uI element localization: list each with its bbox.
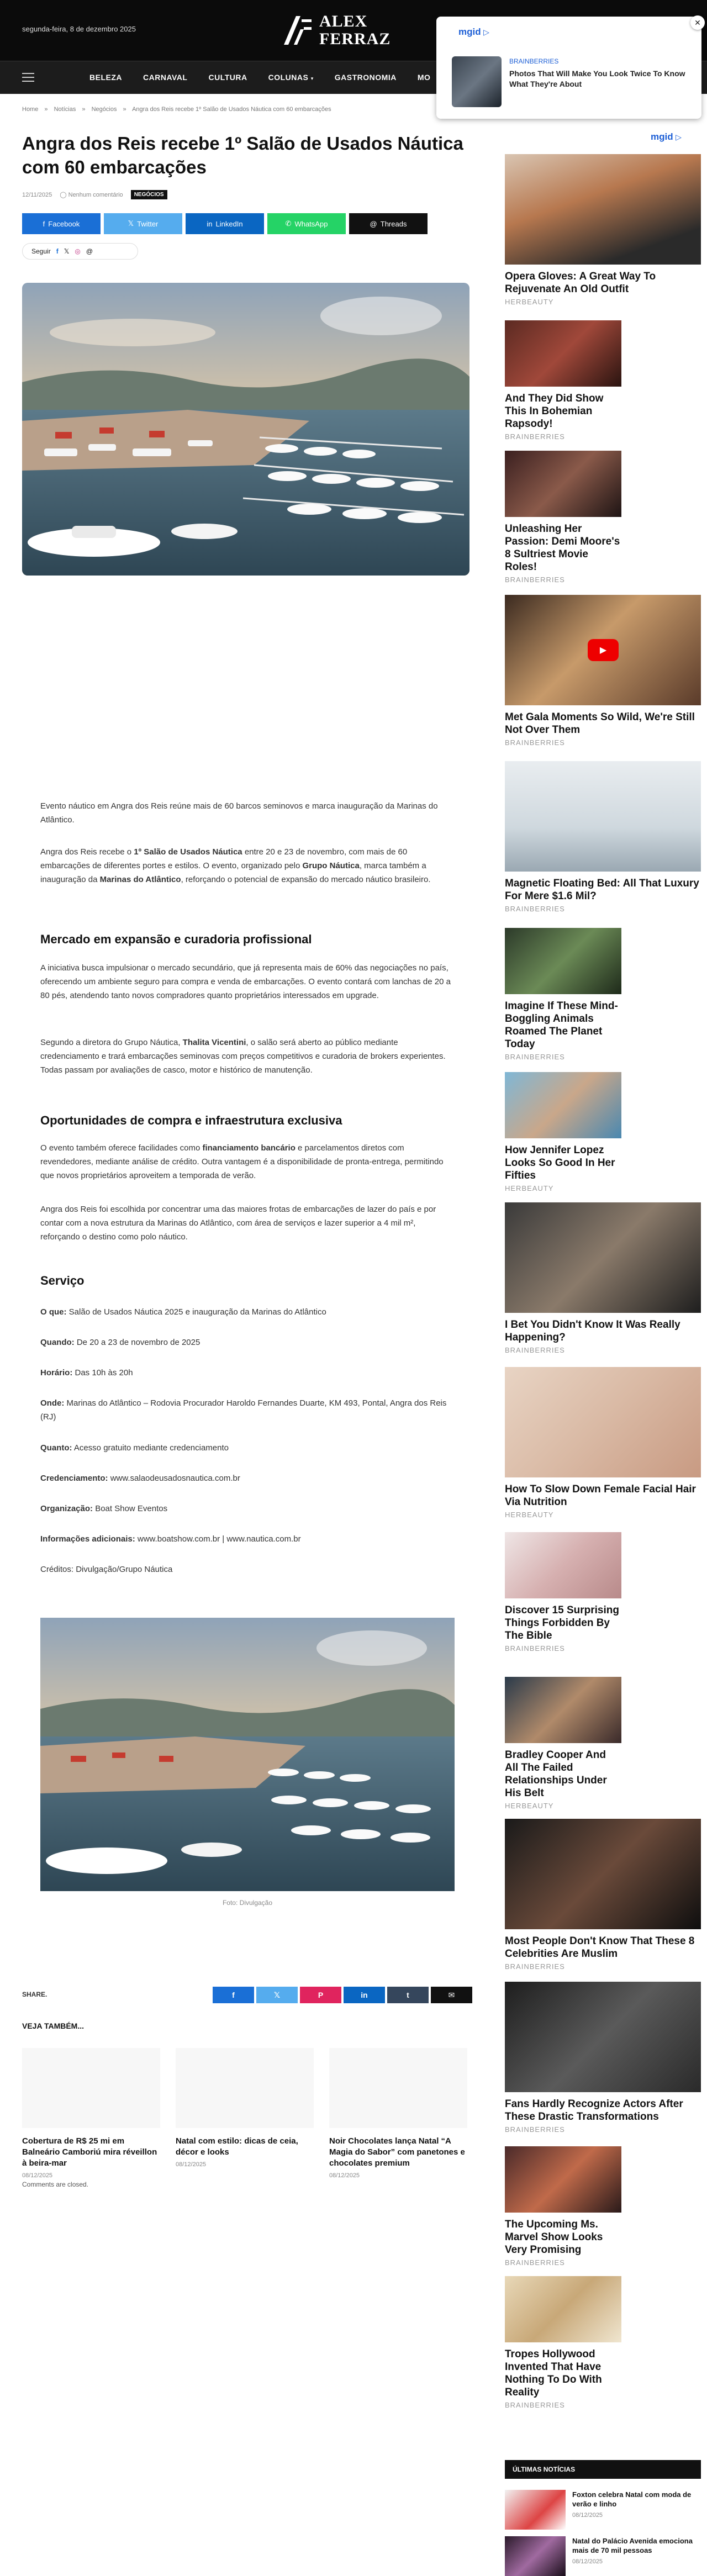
share-twitter-label: Twitter: [137, 219, 159, 228]
service-what: [40, 1305, 455, 1319]
article-comments-label: Nenhum comentário: [68, 192, 123, 198]
share-label: SHARE.: [22, 1991, 48, 1998]
threads-icon: @: [370, 219, 377, 228]
email-icon[interactable]: ✉: [431, 1987, 472, 2003]
sidebar-ad-14[interactable]: [505, 2146, 621, 2267]
sidebar-ad-image: [505, 1982, 701, 2092]
sidebar-ad-title[interactable]: Opera Gloves: A Great Way To Rejuvenate An Old Outfit: [505, 271, 656, 295]
related-card-3[interactable]: [329, 2048, 467, 2179]
share-whatsapp-label: WhatsApp: [294, 219, 328, 228]
sidebar-ad-image: [505, 2146, 621, 2213]
sidebar-ad-5[interactable]: [505, 761, 701, 913]
share-bar: [213, 1987, 472, 2003]
facebook-icon[interactable]: f: [56, 247, 59, 255]
mgid-arrow-icon: ▷: [676, 133, 682, 141]
chevron-right-icon: »: [82, 106, 86, 113]
linkedin-icon: in: [207, 219, 213, 228]
sidebar-ad-source: BRAINBERRIES: [505, 432, 565, 441]
sidebar-ad-image: [505, 1819, 701, 1929]
article-date: 12/11/2025: [22, 191, 52, 198]
article-meta: [22, 190, 167, 199]
sidebar-ad-source: BRAINBERRIES: [505, 1962, 565, 1971]
sidebar-ad-title[interactable]: Most People Don't Know That These 8 Celebrities Are Muslim: [505, 1935, 695, 1960]
text-run: Marinas do Atlântico – Rodovia Procurador Haroldo Fernandes Duarte, KM 493, Pontal, Angra dos Reis (RJ): [40, 1398, 447, 1422]
sidebar-ad-11[interactable]: [505, 1677, 621, 1810]
sidebar-ad-13[interactable]: [505, 1982, 701, 2134]
text-run: O evento também oferece facilidades como: [40, 1143, 203, 1153]
sidebar-ad-title[interactable]: Fans Hardly Recognize Actors After These Drastic Transformations: [505, 2098, 683, 2123]
instagram-icon[interactable]: ◎: [75, 247, 81, 255]
mgid-logo: mgid: [651, 131, 673, 142]
logo-line1: ALEX: [319, 12, 368, 30]
sidebar-ad-title[interactable]: Bradley Cooper And All The Failed Relationships Under His Belt: [505, 1749, 607, 1799]
related-card-1[interactable]: [22, 2048, 160, 2179]
breadcrumb-home[interactable]: Home: [22, 106, 39, 113]
text-run: De 20 a 23 de novembro de 2025: [74, 1338, 201, 1347]
article-comments[interactable]: [60, 191, 123, 198]
sidebar-ad-image: [505, 761, 701, 872]
nav-item-moda[interactable]: MO: [417, 73, 431, 82]
facebook-icon: f: [43, 219, 45, 228]
share-linkedin-label: LinkedIn: [215, 219, 243, 228]
text-run: Angra dos Reis recebe o: [40, 847, 134, 857]
latest-news-item[interactable]: [505, 2490, 701, 2530]
whatsapp-icon: ✆: [285, 219, 292, 228]
sidebar-ad-image: [505, 1367, 701, 1477]
sidebar-ad-image: [505, 2276, 621, 2342]
nav-item-colunas[interactable]: [268, 73, 314, 82]
sidebar-ad-title[interactable]: How To Slow Down Female Facial Hair Via Nutrition: [505, 1484, 696, 1508]
text-run: Segundo a diretora do Grupo Náutica,: [40, 1038, 183, 1047]
logo-line2: FERRAZ: [319, 30, 391, 48]
threads-icon[interactable]: @: [86, 247, 93, 255]
article-paragraph-3: [40, 1036, 455, 1077]
related-title[interactable]: Cobertura de R$ 25 mi em Balneário Camboriú mira réveillon à beira-mar: [22, 2136, 157, 2168]
related-thumbnail: [22, 2048, 160, 2128]
sidebar-ad-source: BRAINBERRIES: [505, 2125, 565, 2134]
sidebar-ad-4[interactable]: [505, 595, 701, 747]
service-price: [40, 1441, 455, 1455]
article-image: [40, 1618, 455, 1891]
sidebar-ad-10[interactable]: [505, 1532, 621, 1653]
ad-popup-source: BRAINBERRIES: [509, 57, 559, 65]
follow-box: [22, 243, 138, 260]
sidebar-ad-image: [505, 451, 621, 517]
linkedin-icon[interactable]: in: [344, 1987, 385, 2003]
text-run: , reforçando o potencial de expansão do mercado náutico brasileiro.: [181, 875, 431, 884]
text-run-bold: Grupo Náutica: [302, 861, 360, 870]
sidebar-ad-source: BRAINBERRIES: [505, 1346, 565, 1354]
nav-item-carnaval[interactable]: CARNAVAL: [143, 73, 188, 82]
share-threads-label: Threads: [380, 219, 407, 228]
ad-brand: [458, 27, 489, 38]
text-run-bold: Thalita Vicentini: [182, 1038, 246, 1047]
latest-news-date: 08/12/2025: [572, 2512, 603, 2519]
related-date: 08/12/2025: [176, 2161, 207, 2168]
share-whatsapp-button[interactable]: [267, 213, 346, 234]
related-date: 08/12/2025: [329, 2172, 360, 2179]
sidebar-ad-source: BRAINBERRIES: [505, 576, 565, 584]
sidebar-ad-image: [505, 1677, 621, 1743]
text-run: Acesso gratuito mediante credenciamento: [72, 1443, 229, 1453]
text-run: , o salão será aberto ao público mediante credenciamento e trará embarcações seminovas com preços competitivos e curadoria de brokers experientes. Todas passam por avaliações de casco, motor e histórico de manutenção.: [40, 1038, 446, 1075]
sidebar-ad-image: [505, 1202, 701, 1313]
mgid-logo: mgid: [458, 27, 481, 37]
article-paragraph-4: [40, 1141, 455, 1183]
sidebar-ad-8[interactable]: [505, 1202, 701, 1354]
sidebar-ad-image: [505, 1072, 621, 1138]
section-heading-3: Serviço: [40, 1274, 85, 1287]
text-run-bold: Credenciamento:: [40, 1474, 108, 1483]
sidebar-ad-title[interactable]: I Bet You Didn't Know It Was Really Happening?: [505, 1319, 680, 1343]
facebook-icon[interactable]: f: [213, 1987, 254, 2003]
mgid-arrow-icon: ▷: [483, 28, 489, 36]
share-twitter-button[interactable]: [104, 213, 182, 234]
text-run: e parcelamentos diretos com revendedores, mediante análise de crédito. Outra vantagem é a disponibilidade de pronta-entrega, permitindo que novos proprietários aproveitem a temporada de verão.: [40, 1143, 444, 1180]
sidebar-ad-title[interactable]: Unleashing Her Passion: Demi Moore's 8 Sultriest Movie Roles!: [505, 523, 620, 573]
article-paragraph-5: Angra dos Reis foi escolhida por concentrar uma das maiores frotas de embarcações de lazer do país e por contar com a nova estrutura da Marinas do Atlântico, com área de serviços e lazer superior a 4 mil m², reforçando o destino como polo náutico.: [40, 1205, 436, 1242]
share-facebook-label: Facebook: [48, 219, 80, 228]
text-run-bold: O que:: [40, 1307, 67, 1317]
latest-news-thumbnail: [505, 2536, 566, 2576]
related-title[interactable]: Natal com estilo: dicas de ceia, décor e looks: [176, 2136, 298, 2157]
sidebar-ad-source: HERBEAUTY: [505, 1184, 554, 1192]
latest-news-title[interactable]: Foxton celebra Natal com moda de verão e linho: [572, 2490, 692, 2508]
service-when: [40, 1335, 455, 1349]
sidebar-ad-1[interactable]: [505, 154, 701, 306]
share-buttons: [22, 213, 428, 234]
text-run-bold: Onde:: [40, 1398, 65, 1408]
nav-item-colunas-label: COLUNAS: [268, 73, 309, 82]
chevron-right-icon: »: [123, 106, 126, 113]
sidebar-ad-image: [505, 595, 701, 705]
sidebar-brand: [651, 131, 682, 142]
logo-mark-icon: [282, 14, 313, 47]
featured-image: [22, 283, 469, 576]
text-run-bold: Informações adicionais:: [40, 1534, 135, 1544]
sidebar-ad-title[interactable]: Discover 15 Surprising Things Forbidden By The Bible: [505, 1604, 619, 1641]
latest-news-heading: ÚLTIMAS NOTÍCIAS: [505, 2460, 701, 2479]
article-paragraph-2: A iniciativa busca impulsionar o mercado secundário, que já representa mais de 60% das negociações no país, oferecendo um ambiente seguro para compra e venda de embarcações. O evento contará com lanchas de 20 a 80 pés, atendendo tanto novos compradores quanto proprietários interessados em upgrade.: [40, 963, 451, 1000]
service-where: [40, 1396, 455, 1424]
nav-item-cultura[interactable]: CULTURA: [208, 73, 247, 82]
chevron-down-icon: ▾: [310, 76, 314, 81]
header-date: segunda-feira, 8 de dezembro 2025: [22, 25, 136, 33]
x-icon[interactable]: 𝕏: [64, 247, 70, 255]
service-hours: [40, 1366, 455, 1380]
see-also-heading: VEJA TAMBÉM...: [22, 2021, 85, 2030]
sidebar-ad-7[interactable]: [505, 1072, 621, 1192]
text-run-bold: financiamento bancário: [202, 1143, 296, 1153]
latest-news-thumbnail: [505, 2490, 566, 2530]
sidebar-ad-source: HERBEAUTY: [505, 1511, 554, 1519]
sidebar-ad-image: [505, 1532, 621, 1598]
site-logo[interactable]: [282, 10, 447, 51]
sidebar-ad-15[interactable]: [505, 2276, 621, 2409]
sidebar-ad-image: [505, 928, 621, 994]
sidebar-ad-title[interactable]: And They Did Show This In Bohemian Rapsody!: [505, 393, 604, 430]
share-linkedin-button[interactable]: [186, 213, 264, 234]
breadcrumb-current: Angra dos Reis recebe 1º Salão de Usados Náutica com 60 embarcações: [132, 106, 331, 113]
latest-news-date: 08/12/2025: [572, 2558, 603, 2565]
ad-popup-thumbnail[interactable]: [452, 56, 502, 107]
sidebar-ad-source: BRAINBERRIES: [505, 1053, 565, 1061]
sidebar-ad-6[interactable]: [505, 928, 621, 1061]
close-icon[interactable]: ✕: [690, 15, 705, 30]
sidebar-ad-title[interactable]: How Jennifer Lopez Looks So Good In Her Fifties: [505, 1144, 615, 1181]
sidebar-ad-12[interactable]: [505, 1819, 701, 1971]
sidebar-ad-source: BRAINBERRIES: [505, 905, 565, 913]
chevron-right-icon: »: [44, 106, 48, 113]
category-badge[interactable]: NEGÓCIOS: [131, 190, 167, 199]
sidebar-ad-image: [505, 320, 621, 387]
share-facebook-button[interactable]: [22, 213, 101, 234]
text-run: , marca também a inauguração da: [40, 861, 426, 884]
text-run: Salão de Usados Náutica 2025 e inauguração da Marinas do Atlântico: [66, 1307, 326, 1317]
menu-icon[interactable]: [22, 73, 34, 82]
text-run-bold: Quanto:: [40, 1443, 72, 1453]
related-card-2[interactable]: [176, 2048, 314, 2168]
latest-news-title[interactable]: Natal do Palácio Avenida emociona mais de 70 mil pessoas: [572, 2537, 693, 2554]
text-run[interactable]: www.boatshow.com.br | www.nautica.com.br: [135, 1534, 301, 1544]
sidebar-ad-title[interactable]: Met Gala Moments So Wild, We're Still Not Over Them: [505, 711, 695, 736]
page-title: Angra dos Reis recebe 1º Salão de Usados Náutica com 60 embarcações: [22, 133, 463, 177]
sidebar-ad-title[interactable]: The Upcoming Ms. Marvel Show Looks Very Promising: [505, 2219, 603, 2256]
sidebar-ad-source: HERBEAUTY: [505, 1802, 554, 1810]
breadcrumb-noticias[interactable]: Notícias: [54, 106, 76, 113]
text-run-bold: Horário:: [40, 1368, 73, 1377]
nav-item-beleza[interactable]: BELEZA: [89, 73, 122, 82]
tumblr-icon[interactable]: t: [387, 1987, 429, 2003]
sidebar-ad-2[interactable]: [505, 320, 621, 441]
text-run: Boat Show Eventos: [93, 1504, 168, 1513]
text-run-bold: Marinas do Atlântico: [99, 875, 181, 884]
sidebar-ad-source: BRAINBERRIES: [505, 2258, 565, 2267]
x-icon: 𝕏: [128, 219, 134, 228]
text-run[interactable]: www.salaodeusadosnautica.com.br: [108, 1474, 240, 1483]
play-icon[interactable]: ▶: [588, 639, 619, 661]
ad-popup[interactable]: [436, 17, 701, 119]
comments-closed: Comments are closed.: [22, 2181, 89, 2188]
image-caption: Foto: Divulgação: [222, 1899, 273, 1907]
section-heading-1: Mercado em expansão e curadoria profissional: [40, 932, 312, 946]
sidebar-ad-source: HERBEAUTY: [505, 298, 554, 306]
share-threads-button[interactable]: [349, 213, 428, 234]
follow-label: Seguir: [31, 247, 51, 255]
service-info: [40, 1532, 455, 1546]
sidebar-ad-image: [505, 154, 701, 265]
related-thumbnail: [329, 2048, 467, 2128]
sidebar-ad-9[interactable]: [505, 1367, 701, 1519]
ad-popup-title[interactable]: Photos That Will Make You Look Twice To Know What They're About: [509, 69, 685, 88]
photo-credits: Créditos: Divulgação/Grupo Náutica: [40, 1565, 173, 1574]
sidebar-ad-title[interactable]: Tropes Hollywood Invented That Have Nothing To Do With Reality: [505, 2348, 602, 2398]
nav-item-gastronomia[interactable]: GASTRONOMIA: [334, 73, 397, 82]
article-intro: Evento náutico em Angra dos Reis reúne mais de 60 barcos seminovos e marca inauguração da Marinas do Atlântico.: [40, 801, 438, 825]
text-run: Das 10h às 20h: [72, 1368, 133, 1377]
text-run-bold: Quando:: [40, 1338, 75, 1347]
service-accreditation: [40, 1471, 455, 1485]
section-heading-2: Oportunidades de compra e infraestrutura exclusiva: [40, 1113, 342, 1127]
related-title[interactable]: Noir Chocolates lança Natal “A Magia do Sabor” com panetones e chocolates premium: [329, 2136, 465, 2168]
sidebar-ad-source: BRAINBERRIES: [505, 2401, 565, 2409]
main-nav: [89, 61, 430, 94]
sidebar-ad-title[interactable]: Magnetic Floating Bed: All That Luxury For Mere $1.6 Mil?: [505, 878, 699, 902]
sidebar-ad-title[interactable]: Imagine If These Mind-Boggling Animals Roamed The Planet Today: [505, 1000, 618, 1050]
latest-news-item[interactable]: [505, 2536, 701, 2576]
breadcrumb: [22, 106, 331, 113]
breadcrumb-negocios[interactable]: Negócios: [91, 106, 117, 113]
pinterest-icon[interactable]: P: [300, 1987, 341, 2003]
sidebar-ad-source: BRAINBERRIES: [505, 1644, 565, 1653]
related-date: 08/12/2025: [22, 2172, 53, 2179]
sidebar-ad-3[interactable]: [505, 451, 621, 584]
sidebar-ad-source: BRAINBERRIES: [505, 738, 565, 747]
article-paragraph-1: [40, 845, 455, 886]
text-run-bold: Organização:: [40, 1504, 93, 1513]
text-run: entre 20 e 23 de novembro, com mais de 60 embarcações de diferentes portes e estilos. O evento, organizado pelo: [40, 847, 408, 870]
x-icon[interactable]: 𝕏: [256, 1987, 298, 2003]
related-thumbnail: [176, 2048, 314, 2128]
text-run-bold: 1º Salão de Usados Náutica: [134, 847, 242, 857]
comment-icon: ◯: [60, 192, 67, 198]
service-organization: [40, 1502, 455, 1516]
